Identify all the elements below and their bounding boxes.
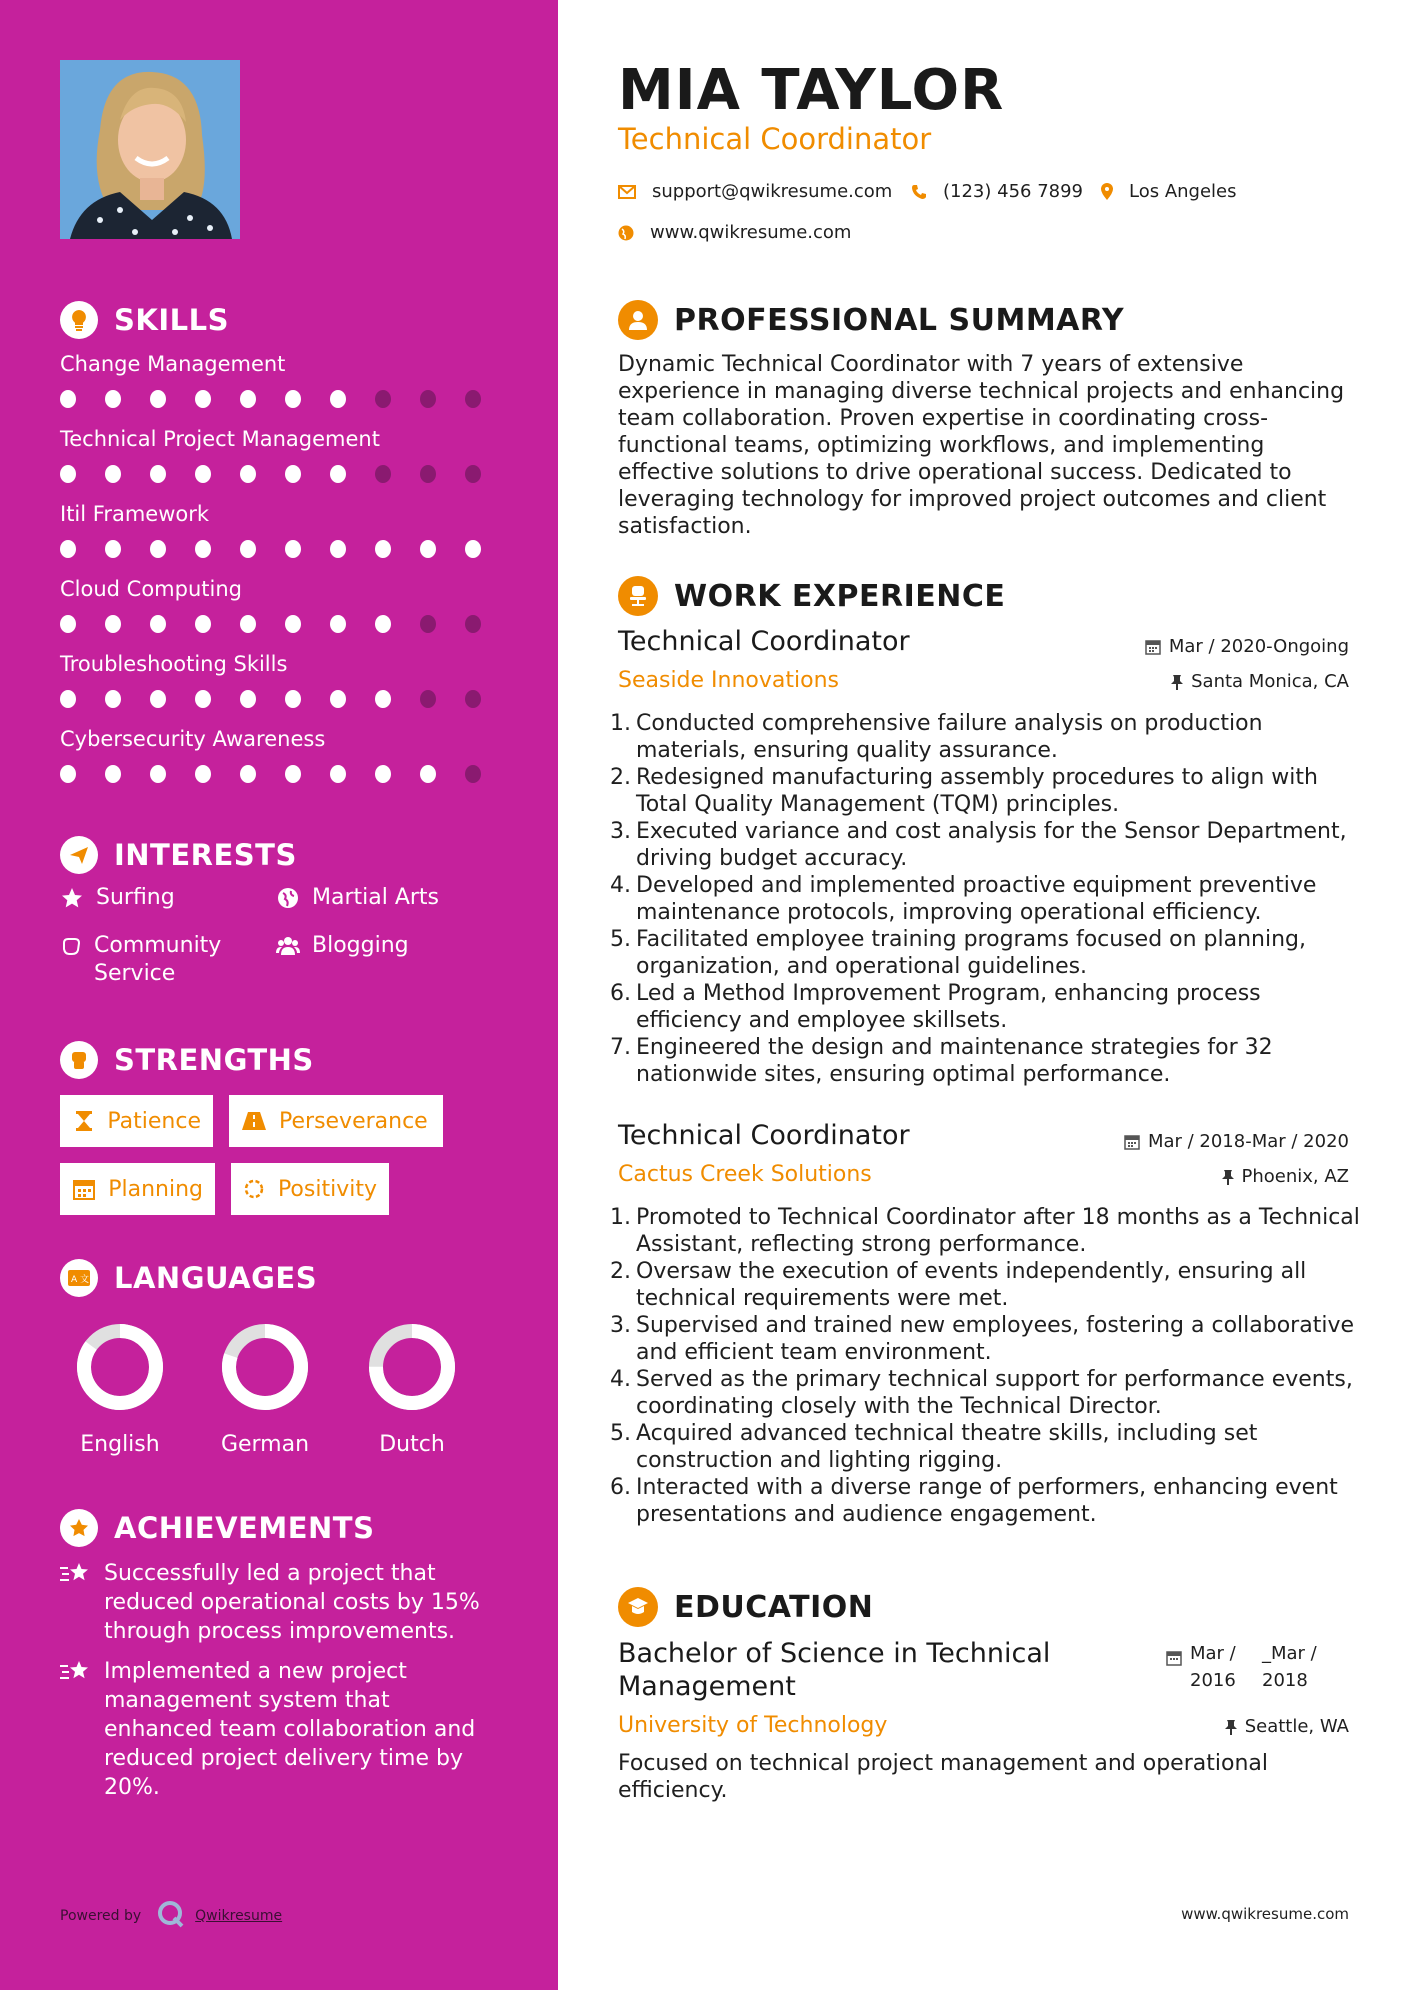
powered-by-label: Powered by bbox=[60, 1908, 142, 1924]
list-item: 6. Led a Method Improvement Program, enhancing process efficiency and employee skillsets. bbox=[610, 980, 1370, 1034]
rating-dot bbox=[195, 765, 211, 783]
list-item: 1. Promoted to Technical Coordinator after 18 months as a Technical Assistant, reflecting strong performance. bbox=[610, 1204, 1370, 1258]
summary-text: Dynamic Technical Coordinator with 7 years of extensive experience in managing diverse technical projects and enhancing team collaboration. Proven expertise in coordinating cross-functional teams, optimizing workflows, and implementing effective solutions to drive operational success. Dedicated to leveraging technology for improved project outcomes and client satisfaction. bbox=[618, 352, 1345, 539]
rating-dot bbox=[60, 765, 76, 783]
pushpin-icon bbox=[1225, 1719, 1237, 1735]
shooting-star-icon bbox=[60, 1657, 92, 1802]
job-dates-text: Mar / 2018-Mar / 2020 bbox=[1147, 1131, 1349, 1152]
job-location-text: Phoenix, AZ bbox=[1241, 1166, 1349, 1187]
job-location bbox=[1222, 1166, 1350, 1187]
rating-dot bbox=[420, 765, 436, 783]
skills-heading bbox=[60, 301, 229, 339]
experience-heading bbox=[618, 576, 1005, 616]
job-dates bbox=[1124, 1131, 1349, 1152]
rating-dot bbox=[285, 615, 301, 633]
map-pin-icon bbox=[1101, 183, 1113, 200]
pushpin-icon bbox=[1171, 674, 1183, 690]
job-dates bbox=[1145, 636, 1349, 657]
rating-dot bbox=[285, 465, 301, 483]
contact-phone bbox=[911, 181, 1083, 202]
rating-dot bbox=[150, 765, 166, 783]
list-item: 4. Developed and implemented proactive equipment preventive maintenance protocols, improving operational efficiency. bbox=[610, 872, 1370, 926]
education-title: EDUCATION bbox=[674, 1589, 874, 1625]
list-item: 2. Oversaw the execution of events independently, ensuring all technical requirements were met. bbox=[610, 1258, 1370, 1312]
rating-dot bbox=[195, 615, 211, 633]
strength-label: Planning bbox=[108, 1176, 203, 1202]
skill-name: Itil Framework bbox=[60, 502, 210, 526]
rating-dot bbox=[60, 690, 76, 708]
rating-dot bbox=[105, 465, 121, 483]
strength-label: Perseverance bbox=[279, 1108, 428, 1134]
rating-dot bbox=[150, 390, 166, 408]
skill-rating bbox=[60, 390, 510, 408]
education-start-date: Mar / 2016 bbox=[1190, 1643, 1236, 1691]
bullet-text: Led a Method Improvement Program, enhancing process efficiency and employee skillsets. bbox=[636, 981, 1261, 1033]
rating-dot bbox=[330, 690, 346, 708]
education-end-date: _Mar / 2018 bbox=[1262, 1643, 1317, 1691]
rating-dot bbox=[375, 690, 391, 708]
skill-name: Cloud Computing bbox=[60, 577, 242, 601]
language-item bbox=[205, 1324, 325, 1457]
skill-rating bbox=[60, 465, 510, 483]
bullet-text: Redesigned manufacturing assembly procedures to align with Total Quality Management (TQM) principles. bbox=[636, 765, 1318, 817]
rating-dot bbox=[465, 765, 481, 783]
language-icon bbox=[60, 1259, 98, 1297]
phone-icon bbox=[911, 184, 927, 200]
rating-dot bbox=[240, 690, 256, 708]
skill-item bbox=[60, 352, 510, 408]
contact-email bbox=[618, 181, 892, 202]
education-dates bbox=[1166, 1640, 1322, 1694]
skill-rating bbox=[60, 765, 510, 783]
experience-title: WORK EXPERIENCE bbox=[674, 578, 1006, 614]
rating-dot bbox=[465, 390, 481, 408]
rating-dot bbox=[465, 465, 481, 483]
skill-item bbox=[60, 727, 510, 783]
language-item bbox=[352, 1324, 472, 1457]
skill-item bbox=[60, 427, 510, 483]
sidebar bbox=[0, 0, 558, 1990]
contact-location bbox=[1101, 181, 1237, 202]
office-chair-icon bbox=[618, 576, 658, 616]
paper-plane-icon bbox=[60, 836, 98, 874]
globe-icon bbox=[276, 884, 300, 909]
calendar-icon bbox=[1124, 1134, 1140, 1150]
skill-rating bbox=[60, 615, 510, 633]
rating-dot bbox=[330, 540, 346, 558]
calendar-icon bbox=[1145, 639, 1161, 655]
globe-icon bbox=[618, 225, 634, 241]
medal-icon bbox=[60, 1509, 98, 1547]
interest-label: Community Service bbox=[94, 933, 222, 986]
calendar-icon bbox=[72, 1178, 96, 1200]
rating-dot bbox=[420, 690, 436, 708]
main-content bbox=[558, 0, 1407, 1990]
company-name: Seaside Innovations bbox=[618, 668, 839, 693]
bullet-text: Engineered the design and maintenance strategies for 32 nationwide sites, ensuring optimal performance. bbox=[636, 1035, 1273, 1087]
road-icon bbox=[241, 1111, 267, 1131]
envelope-icon bbox=[618, 185, 636, 199]
website-text[interactable]: www.qwikresume.com bbox=[650, 222, 852, 243]
candidate-name: MIA TAYLOR bbox=[618, 58, 1005, 123]
rating-dot bbox=[195, 465, 211, 483]
rating-dot bbox=[375, 465, 391, 483]
rating-dot bbox=[465, 690, 481, 708]
job-location-text: Santa Monica, CA bbox=[1191, 671, 1349, 692]
phone-text: (123) 456 7899 bbox=[943, 181, 1084, 202]
list-item: 1. Conducted comprehensive failure analysis on production materials, ensuring quality assurance. bbox=[610, 710, 1370, 764]
list-item: 5. Acquired advanced technical theatre skills, including set construction and lighting rigging. bbox=[610, 1420, 1370, 1474]
skills-title: SKILLS bbox=[114, 303, 229, 337]
achievement-text: Implemented a new project management system that enhanced team collaboration and reduced project delivery time by 20%. bbox=[104, 1659, 476, 1800]
skill-name: Cybersecurity Awareness bbox=[60, 727, 326, 751]
job-bullets bbox=[610, 710, 1370, 1088]
rating-dot bbox=[150, 690, 166, 708]
interest-item bbox=[60, 884, 175, 912]
qwikresume-link[interactable]: Qwikresume bbox=[195, 1908, 283, 1924]
languages-title: LANGUAGES bbox=[114, 1261, 318, 1295]
strength-badge bbox=[60, 1163, 215, 1215]
language-name: German bbox=[220, 1432, 310, 1457]
rating-dot bbox=[330, 390, 346, 408]
powered-by bbox=[60, 1900, 282, 1932]
language-level-ring bbox=[369, 1324, 455, 1410]
interest-label: Blogging bbox=[312, 933, 409, 958]
svg-text:A: A bbox=[71, 1275, 78, 1285]
skill-rating bbox=[60, 690, 510, 708]
hourglass-icon bbox=[72, 1110, 95, 1132]
strength-label: Positivity bbox=[277, 1176, 377, 1202]
rating-dot bbox=[60, 390, 76, 408]
rating-dot bbox=[420, 540, 436, 558]
bullet-text: Served as the primary technical support for performance events, coordinating closely with the Technical Director. bbox=[636, 1367, 1353, 1419]
bullet-text: Oversaw the execution of events independently, ensuring all technical requirements were met. bbox=[636, 1259, 1307, 1311]
list-item: 7. Engineered the design and maintenance strategies for 32 nationwide sites, ensuring optimal performance. bbox=[610, 1034, 1370, 1088]
skill-item bbox=[60, 502, 510, 558]
school-name: University of Technology bbox=[618, 1713, 888, 1738]
calendar-icon bbox=[1166, 1640, 1182, 1694]
language-level-ring bbox=[77, 1324, 163, 1410]
skill-item bbox=[60, 652, 510, 708]
rating-dot bbox=[60, 615, 76, 633]
interest-label: Martial Arts bbox=[312, 885, 440, 910]
list-item: 3. Supervised and trained new employees, fostering a collaborative and efficient team environment. bbox=[610, 1312, 1370, 1366]
education-location-text: Seattle, WA bbox=[1244, 1716, 1349, 1737]
rating-dot bbox=[420, 390, 436, 408]
rating-dot bbox=[60, 465, 76, 483]
summary-heading bbox=[618, 300, 1124, 340]
job-title: Technical Coordinator bbox=[618, 626, 910, 657]
profile-photo bbox=[60, 60, 240, 239]
interests-title: INTERESTS bbox=[114, 838, 297, 872]
languages-heading bbox=[60, 1259, 317, 1297]
language-item bbox=[60, 1324, 180, 1457]
skill-rating bbox=[60, 540, 510, 558]
circle-notch-icon bbox=[243, 1178, 266, 1200]
interests-heading bbox=[60, 836, 297, 874]
job-bullets bbox=[610, 1204, 1370, 1528]
skill-name: Technical Project Management bbox=[60, 427, 380, 451]
rating-dot bbox=[105, 540, 121, 558]
strength-badge bbox=[229, 1095, 443, 1147]
education-description: Focused on technical project management and operational efficiency. bbox=[618, 1751, 1268, 1803]
rating-dot bbox=[240, 390, 256, 408]
language-name: English bbox=[80, 1432, 160, 1457]
skill-name: Change Management bbox=[60, 352, 286, 376]
company-name: Cactus Creek Solutions bbox=[618, 1162, 872, 1187]
users-icon bbox=[276, 932, 300, 957]
rating-dot bbox=[375, 765, 391, 783]
rating-dot bbox=[330, 615, 346, 633]
list-item: 3. Executed variance and cost analysis for the Sensor Department, driving budget accuracy. bbox=[610, 818, 1370, 872]
shooting-star-icon bbox=[60, 1559, 92, 1646]
rating-dot bbox=[285, 390, 301, 408]
rating-dot bbox=[195, 390, 211, 408]
rating-dot bbox=[240, 765, 256, 783]
star-icon bbox=[60, 884, 84, 909]
rating-dot bbox=[105, 390, 121, 408]
location-text: Los Angeles bbox=[1129, 181, 1237, 202]
rating-dot bbox=[420, 615, 436, 633]
job-location bbox=[1171, 671, 1349, 692]
list-item: 6. Interacted with a diverse range of performers, enhancing event presentations and audience engagement. bbox=[610, 1474, 1370, 1528]
footer-url[interactable]: www.qwikresume.com bbox=[1181, 1905, 1349, 1923]
candidate-role: Technical Coordinator bbox=[618, 122, 932, 156]
rating-dot bbox=[375, 390, 391, 408]
bullet-text: Promoted to Technical Coordinator after 18 months as a Technical Assistant, reflecting strong performance. bbox=[636, 1205, 1360, 1257]
rating-dot bbox=[105, 615, 121, 633]
list-item: 4. Served as the primary technical support for performance events, coordinating closely with the Technical Director. bbox=[610, 1366, 1370, 1420]
achievement-text: Successfully led a project that reduced operational costs by 15% through process improvements. bbox=[104, 1561, 480, 1644]
education-location bbox=[1225, 1716, 1349, 1737]
rating-dot bbox=[375, 615, 391, 633]
rating-dot bbox=[150, 465, 166, 483]
achievements-title: ACHIEVEMENTS bbox=[114, 1511, 375, 1545]
interest-item bbox=[276, 932, 409, 960]
list-item: 2. Redesigned manufacturing assembly procedures to align with Total Quality Management (TQM) principles. bbox=[610, 764, 1370, 818]
skill-item bbox=[60, 577, 510, 633]
interest-item bbox=[276, 884, 439, 912]
strengths-title: STRENGTHS bbox=[114, 1043, 314, 1077]
rating-dot bbox=[240, 615, 256, 633]
svg-text:文: 文 bbox=[80, 1275, 90, 1285]
rating-dot bbox=[330, 465, 346, 483]
rating-dot bbox=[330, 765, 346, 783]
interest-label: Surfing bbox=[96, 885, 175, 910]
rating-dot bbox=[105, 765, 121, 783]
user-icon bbox=[618, 300, 658, 340]
rating-dot bbox=[285, 765, 301, 783]
rating-dot bbox=[240, 465, 256, 483]
qwikresume-logo-icon bbox=[157, 1900, 185, 1932]
degree-title: Bachelor of Science in Technical Management bbox=[618, 1638, 1051, 1702]
skill-name: Troubleshooting Skills bbox=[60, 652, 288, 676]
job-title: Technical Coordinator bbox=[618, 1120, 910, 1151]
bullet-text: Acquired advanced technical theatre skills, including set construction and lighting rigging. bbox=[636, 1421, 1258, 1473]
bullet-text: Conducted comprehensive failure analysis on production materials, ensuring quality assurance. bbox=[636, 711, 1263, 763]
bullet-text: Executed variance and cost analysis for the Sensor Department, driving budget accuracy. bbox=[636, 819, 1347, 871]
rating-dot bbox=[240, 540, 256, 558]
lightbulb-icon bbox=[60, 301, 98, 339]
rating-dot bbox=[465, 615, 481, 633]
email-text[interactable]: support@qwikresume.com bbox=[652, 181, 893, 202]
contact-website bbox=[618, 222, 851, 243]
language-level-ring bbox=[222, 1324, 308, 1410]
job-dates-text: Mar / 2020-Ongoing bbox=[1168, 636, 1349, 657]
rating-dot bbox=[285, 690, 301, 708]
achievements-heading bbox=[60, 1509, 374, 1547]
education-heading bbox=[618, 1587, 873, 1627]
rating-dot bbox=[105, 690, 121, 708]
strength-badge bbox=[231, 1163, 389, 1215]
rating-dot bbox=[285, 540, 301, 558]
language-name: Dutch bbox=[379, 1432, 445, 1457]
bullet-text: Interacted with a diverse range of performers, enhancing event presentations and audience engagement. bbox=[636, 1475, 1338, 1527]
rating-dot bbox=[195, 690, 211, 708]
rating-dot bbox=[60, 540, 76, 558]
rating-dot bbox=[150, 615, 166, 633]
bullet-text: Developed and implemented proactive equipment preventive maintenance protocols, improving operational efficiency. bbox=[636, 873, 1317, 925]
strength-label: Patience bbox=[107, 1108, 201, 1134]
rating-dot bbox=[195, 540, 211, 558]
list-item: 5. Facilitated employee training programs focused on planning, organization, and operational guidelines. bbox=[610, 926, 1370, 980]
graduate-icon bbox=[618, 1587, 658, 1627]
fist-icon bbox=[60, 1041, 98, 1079]
achievement-item bbox=[60, 1657, 500, 1802]
achievement-item bbox=[60, 1559, 500, 1646]
pushpin-icon bbox=[1222, 1169, 1234, 1185]
strength-badge bbox=[60, 1095, 213, 1147]
rating-dot bbox=[465, 540, 481, 558]
summary-title: PROFESSIONAL SUMMARY bbox=[674, 302, 1125, 338]
strengths-heading bbox=[60, 1041, 314, 1079]
interest-item bbox=[60, 932, 260, 988]
bullet-text: Supervised and trained new employees, fostering a collaborative and efficient team environment. bbox=[636, 1313, 1354, 1365]
rating-dot bbox=[150, 540, 166, 558]
rating-dot bbox=[375, 540, 391, 558]
hand-icon bbox=[60, 932, 82, 957]
rating-dot bbox=[420, 465, 436, 483]
bullet-text: Facilitated employee training programs focused on planning, organization, and operational guidelines. bbox=[636, 927, 1307, 979]
